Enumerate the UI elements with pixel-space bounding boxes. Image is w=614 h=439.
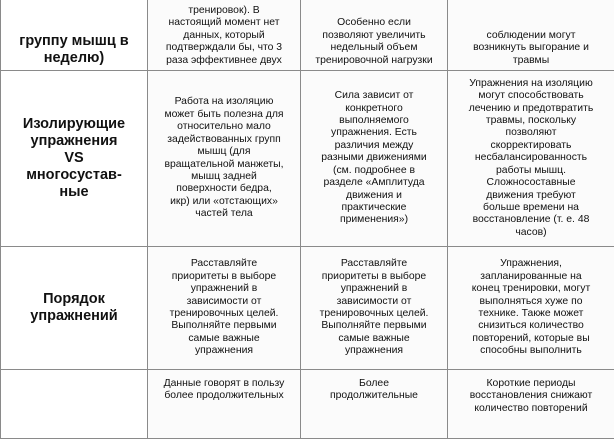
table-cell xyxy=(148,247,301,370)
table-cell xyxy=(448,247,614,370)
table-row xyxy=(1,370,614,439)
row-header xyxy=(1,370,148,439)
cell-text: Работа на изоляцию может быть полезна для относительно мало задействованных групп мышц (для вращательной манжеты, мышц задней поверхности бедра, икр) или «отстающих» частей тела xyxy=(154,96,294,220)
table-cell xyxy=(301,71,448,247)
table-cell xyxy=(448,71,614,247)
row-header-text: группу мышц в неделю) xyxy=(7,33,141,67)
table-cell xyxy=(148,0,301,71)
cell-text: Особенно если позволяют увеличить недельный объем тренировочной нагрузки xyxy=(307,17,441,67)
table-cell xyxy=(148,370,301,439)
row-header-text: Изолирующие упражнения VS многосустав- ные xyxy=(7,116,141,201)
cell-text: Упражнения, запланированные на конец тренировки, могут выполняться хуже по технике. Также может снизиться количество повторений, которые вы способны выполнить xyxy=(454,258,608,357)
row-header-text: Порядок упражнений xyxy=(7,291,141,325)
table-cell xyxy=(448,370,614,439)
row-header xyxy=(1,71,148,247)
cell-text: Расставляйте приоритеты в выборе упражнений в зависимости от тренировочных целей. Выполняйте первыми самые важные упражнения xyxy=(154,258,294,357)
cell-text: Сила зависит от конкретного выполняемого упражнения. Есть различия между разными движениями (см. подробнее в разделе «Амплитуда движения и практические применения») xyxy=(307,90,441,226)
table-cell xyxy=(301,247,448,370)
table-row xyxy=(1,71,614,247)
cell-text: Короткие периоды восстановления снижают количество повторений xyxy=(454,378,608,415)
row-header xyxy=(1,0,148,71)
table-row xyxy=(1,247,614,370)
cell-text: тренировок). В настоящий момент нет данных, который подтверждали бы, что 3 раза эффективнее двух xyxy=(154,5,294,67)
cell-text: Упражнения на изоляцию могут способствовать лечению и предотвратить травмы, поскольку позволяют скорректировать несбалансированность работы мышц. Сложносоставные движения требуют больше времени на восстановление (т. е. 48 часов) xyxy=(454,78,608,239)
table-cell xyxy=(448,0,614,71)
table-cell xyxy=(148,71,301,247)
cell-text: Более продолжительные xyxy=(307,378,441,403)
cell-text: Расставляйте приоритеты в выборе упражнений в зависимости от тренировочных целей. Выполняйте первыми самые важные упражнения xyxy=(307,258,441,357)
cell-text: Данные говорят в пользу более продолжительных xyxy=(154,378,294,403)
cell-text: соблюдении могут возникнуть выгорание и травмы xyxy=(454,30,608,67)
row-header xyxy=(1,247,148,370)
table-cell xyxy=(301,370,448,439)
table-cell xyxy=(301,0,448,71)
table-row xyxy=(1,0,614,71)
